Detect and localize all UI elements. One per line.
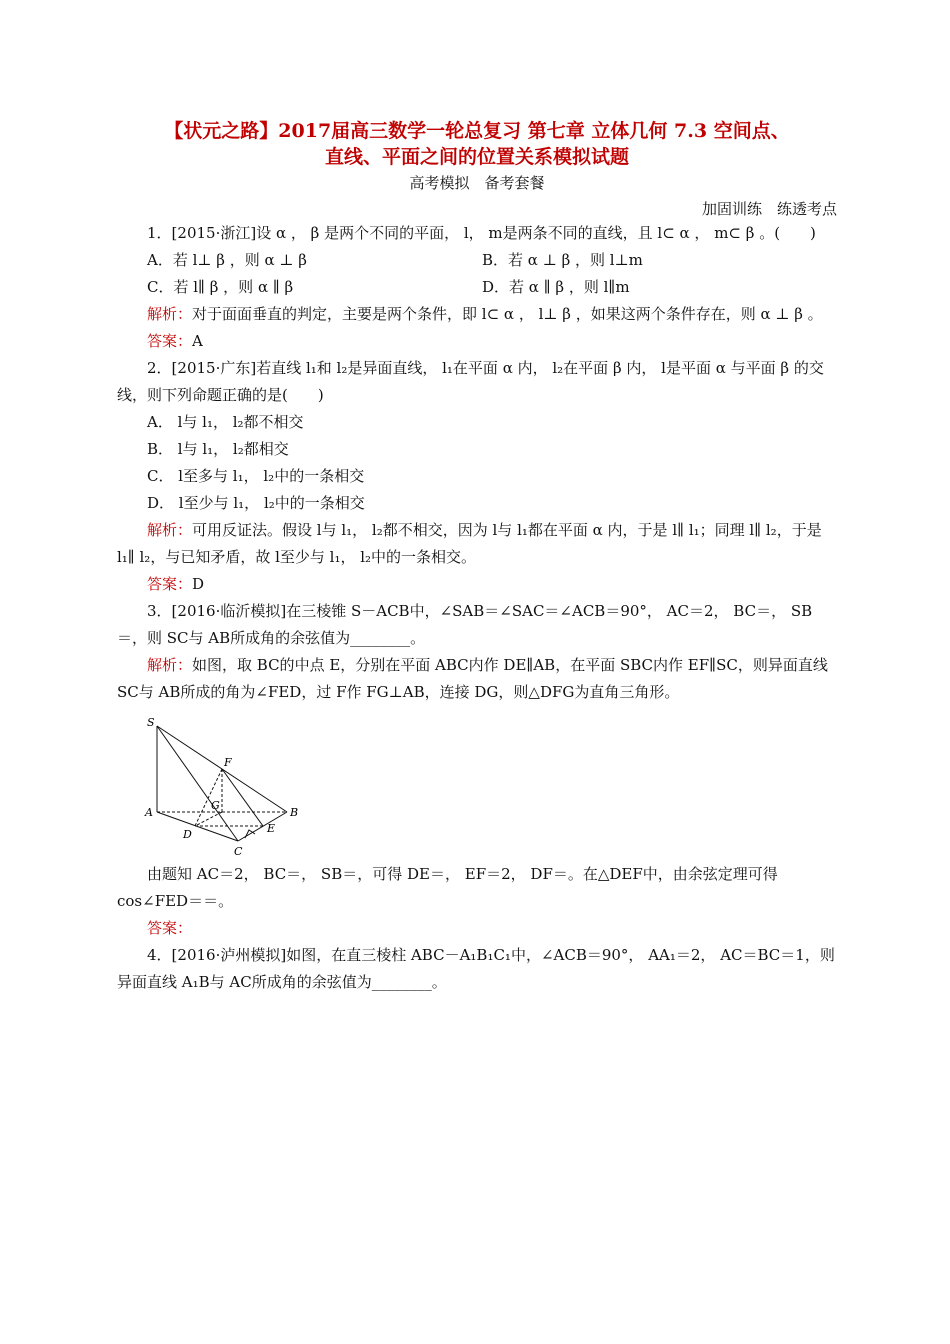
q2-option-c: C． l至多与 l₁， l₂中的一条相交 xyxy=(147,467,365,485)
answer-label: 答案： xyxy=(147,919,193,937)
tetrahedron-figure xyxy=(145,714,299,859)
q2-answer-value: D xyxy=(192,575,205,593)
q2-option-b: B． l与 l₁， l₂都相交 xyxy=(147,440,289,458)
label-E: E xyxy=(267,822,276,835)
q2-option-a: A． l与 l₁， l₂都不相交 xyxy=(147,413,304,431)
analysis-label: 解析： xyxy=(147,521,193,539)
q1-option-b: B．若 α ⊥ β ，则 l⊥m xyxy=(482,251,643,269)
q2-stem: 2．[2015·广东]若直线 l₁和 l₂是异面直线， l₁在平面 α 内， l₂在平面 β 内， l是平面 α 与平面 β 的交线，则下列命题正确的是( ) xyxy=(117,359,824,404)
segment-EF xyxy=(222,769,263,826)
q2-option-d: D． l至少与 l₁， l₂中的一条相交 xyxy=(147,494,365,512)
q1-options-row-2 xyxy=(147,274,837,301)
label-A: A xyxy=(145,806,153,819)
tagline: 加固训练 练透考点 xyxy=(701,200,837,218)
document-page xyxy=(117,118,837,996)
label-F: F xyxy=(224,756,232,769)
q1-analysis-text: 对于面面垂直的判定，主要是两个条件，即 l⊂ α ， l⊥ β ，如果这两个条件存在，则 α ⊥ β 。 xyxy=(192,305,823,323)
q3-analysis xyxy=(117,652,837,706)
title-line-1: 【状元之路】2017届高三数学一轮总复习 第七章 立体几何 7.3 空间点、 xyxy=(164,120,790,142)
q2-answer xyxy=(117,571,837,598)
q1-answer xyxy=(117,328,837,355)
q1-option-a: A．若 l⊥ β ，则 α ⊥ β xyxy=(147,251,307,269)
q1-options-row-1 xyxy=(147,247,837,274)
q2-analysis-text: 可用反证法。假设 l与 l₁， l₂都不相交，因为 l与 l₁都在平面 α 内，于是 l∥ l₁；同理 l∥ l₂，于是 l₁∥ l₂，与已知矛盾，故 l至少与 l₁， l₂中的一条相交。 xyxy=(117,521,822,566)
analysis-label: 解析： xyxy=(147,656,193,674)
segment-DG xyxy=(195,812,222,826)
q1-analysis xyxy=(117,301,837,328)
q2-analysis xyxy=(117,517,837,571)
q3-derivation: 由题知 AC＝2， BC＝， SB＝，可得 DE＝， EF＝2， DF＝。在△DEF中，由余弦定理可得 cos∠FED＝＝。 xyxy=(117,865,778,910)
q1-option-d: D．若 α ∥ β ，则 l∥m xyxy=(482,278,630,296)
subtitle: 高考模拟 备考套餐 xyxy=(409,174,545,192)
title-line-2: 直线、平面之间的位置关系模拟试题 xyxy=(324,146,629,168)
analysis-label: 解析： xyxy=(147,305,193,323)
q3-answer xyxy=(117,915,837,942)
label-C: C xyxy=(234,845,243,858)
segment-DF xyxy=(195,769,222,826)
label-S: S xyxy=(147,716,155,729)
label-G: G xyxy=(211,799,220,812)
answer-label: 答案： xyxy=(147,575,193,593)
q1-answer-value: A xyxy=(192,332,203,350)
q1-option-c: C．若 l∥ β ，则 α ∥ β xyxy=(147,278,294,296)
edge-SC xyxy=(157,726,238,841)
answer-label: 答案： xyxy=(147,332,193,350)
label-B: B xyxy=(290,806,299,819)
q4-stem: 4．[2016·泸州模拟]如图，在直三棱柱 ABC－A₁B₁C₁中，∠ACB＝90°， AA₁＝2， AC＝BC＝1，则异面直线 A₁B与 AC所成角的余弦值为________。 xyxy=(117,946,835,991)
q1-stem: 1．[2015·浙江]设 α ， β 是两个不同的平面， l， m是两条不同的直线，且 l⊂ α ， m⊂ β 。( ) xyxy=(147,224,816,242)
q3-analysis-text: 如图，取 BC的中点 E，分别在平面 ABC内作 DE∥AB，在平面 SBC内作 EF∥SC，则异面直线 SC与 AB所成的角为∠FED，过 F作 FG⊥AB，连接 DG，则△DFG为直角三角形。 xyxy=(117,656,828,701)
label-D: D xyxy=(183,828,192,841)
document-title xyxy=(117,118,837,170)
q3-stem: 3．[2016·临沂模拟]在三棱锥 S－ACB中，∠SAB＝∠SAC＝∠ACB＝90°， AC＝2， BC＝， SB＝，则 SC与 AB所成角的余弦值为________。 xyxy=(117,602,813,647)
